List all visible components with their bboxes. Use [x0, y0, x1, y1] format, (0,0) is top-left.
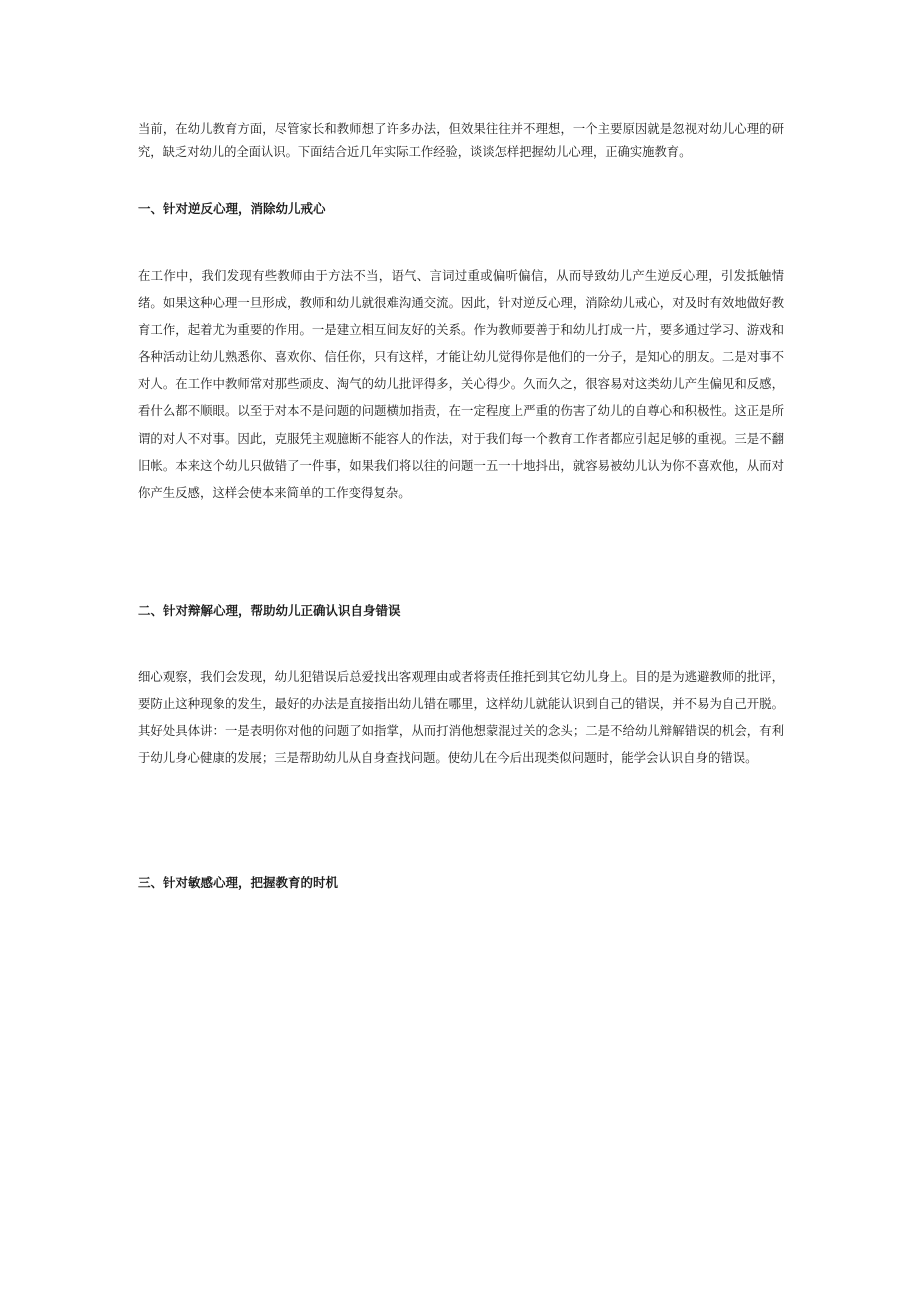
section-heading-3: 三、针对敏感心理，把握教育的时机: [138, 875, 339, 890]
section-body-1: 在工作中，我们发现有些教师由于方法不当，语气、言词过重或偏听偏信，从而导致幼儿产生逆反心理，引发抵触情绪。如果这种心理一旦形成，教师和幼儿就很难沟通交流。因此，针对逆反心理，消除幼儿戒心，对及时有效地做好教育工作，起着尤为重要的作用。一是建立相互间友好的关系。作为教师要善于和幼儿打成一片，要多通过学习、游戏和各种活动让幼儿熟悉你、喜欢你、信任你，只有这样，才能让幼儿觉得你是他们的一分子，是知心的朋友。二是对事不对人。在工作中教师常对那些顽皮、淘气的幼儿批评得多，关心得少。久而久之，很容易对这类幼儿产生偏见和反感，看什么都不顺眼。以至于对本不是问题的问题横加指责，在一定程度上严重的伤害了幼儿的自尊心和积极性。这正是所谓的对人不对事。因此，克服凭主观臆断不能容人的作法，对于我们每一个教育工作者都应引起足够的重视。三是不翻旧帐。本来这个幼儿只做错了一件事，如果我们将以往的问题一五一十地抖出，就容易被幼儿认为你不喜欢他，从而对你产生反感，这样会使本来简单的工作变得复杂。: [138, 268, 784, 500]
section-heading-1: 一、针对逆反心理，消除幼儿戒心: [138, 201, 326, 216]
intro-paragraph: 当前，在幼儿教育方面，尽管家长和教师想了许多办法，但效果往往并不理想，一个主要原因就是忽视对幼儿心理的研究，缺乏对幼儿的全面认识。下面结合近几年实际工作经验，谈谈怎样把握幼儿心理，正确实施教育。: [138, 122, 784, 159]
section-heading-2: 二、针对辩解心理，帮助幼儿正确认识自身错误: [138, 603, 401, 618]
section-body-2: 细心观察，我们会发现，幼儿犯错误后总爱找出客观理由或者将责任推托到其它幼儿身上。目的是为逃避教师的批评，要防止这种现象的发生，最好的办法是直接指出幼儿错在哪里，这样幼儿就能认识到自己的错误，并不易为自己开脱。其好处具体讲：一是表明你对他的问题了如指掌，从而打消他想蒙混过关的念头；二是不给幼儿辩解错误的机会，有利于幼儿身心健康的发展；三是帮助幼儿从自身查找问题。使幼儿在今后出现类似问题时，能学会认识自身的错误。: [138, 669, 784, 766]
